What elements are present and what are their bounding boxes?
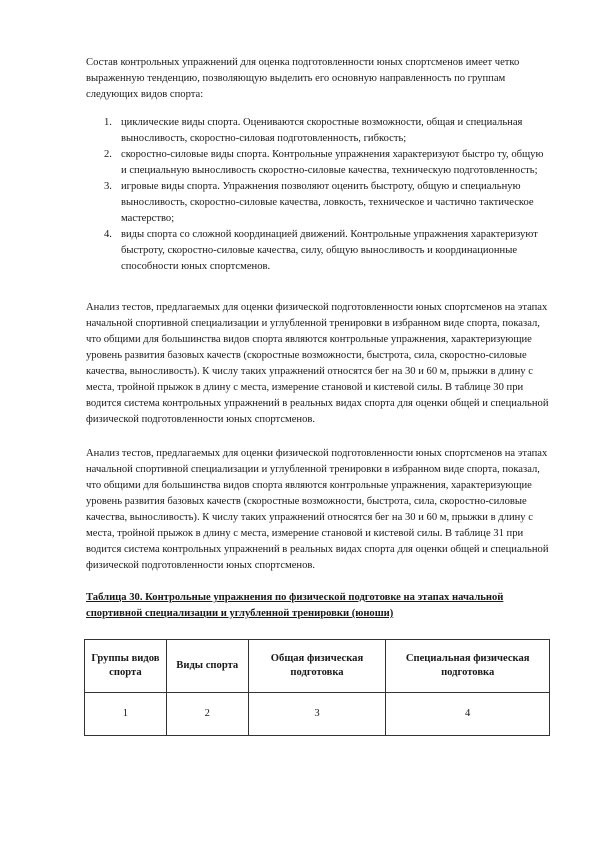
list-item-text: циклические виды спорта. Оцениваются скоростные возможности, общая и специальная выносливость, скоростно-силовая подготовленность, гибкость; [121, 117, 523, 144]
header-general-training: Общая физическая подготовка [248, 640, 386, 693]
list-item-text: игровые виды спорта. Упражнения позволяют оценить быстроту, общую и специальную выносливость, скоростно-силовые качества, ловкость, техническое и частично тактическое мастерство; [121, 181, 534, 224]
list-item-text: виды спорта со сложной координацией движений. Контрольные упражнения характеризуют быстроту, скоростно-силовые качества, силу, общую выносливость и координационные способности юных спортсменов. [121, 229, 538, 272]
table-caption: Таблица 30. Контрольные упражнения по физической подготовке на этапах начальной спортивной специализации и углубленной тренировки (юноши) [86, 592, 504, 619]
table-cell: 3 [248, 693, 386, 736]
list-item [104, 147, 550, 179]
list-item [104, 227, 550, 275]
list-item-number: 2. [104, 149, 112, 160]
list-item [104, 115, 550, 147]
list-item-number: 3. [104, 181, 112, 192]
table-cell: 4 [386, 693, 550, 736]
list-item-number: 4. [104, 229, 112, 240]
table-cell: 2 [166, 693, 248, 736]
intro-paragraph: Состав контрольных упражнений для оценка подготовленности юных спортсменов имеет четко выраженную тенденцию, позволяющую выделить его основную направленность по группам следующих видов спорта: [86, 57, 520, 100]
table-cell: 1 [85, 693, 167, 736]
table-header-row [85, 640, 550, 693]
sport-groups-list [104, 115, 550, 275]
list-item [104, 179, 550, 227]
list-item-number: 1. [104, 117, 112, 128]
analysis-paragraph-table-30: Анализ тестов, предлагаемых для оценки физической подготовленности юных спортсменов на этапах начальной спортивной специализации и углубленной тренировки в избранном виде спорта, показал, что общими для большинства видов спорта являются контрольные упражнения, характеризующие уровень развития базовых качеств (скоростные возможности, быстрота, сила, скоростно-силовые качества, выносливость). К числу таких упражнений относятся бег на 30 и 60 м, прыжки в длину с места, тройной прыжок в длину с места, измерение становой и кистевой силы. В таблице 30 при водится система контрольных упражнений в реальных видах спорта для оценки общей и специальной физической подготовленности юных спортсменов. [86, 302, 549, 425]
analysis-paragraph-table-31: Анализ тестов, предлагаемых для оценки физической подготовленности юных спортсменов на этапах начальной спортивной специализации и углубленной тренировки в избранном виде спорта, показал, что общими для большинства видов спорта являются контрольные упражнения, характеризующие уровень развития базовых качеств (скоростные возможности, быстрота, сила, скоростно-силовые качества, выносливость). К числу таких упражнений относятся бег на 30 и 60 м, прыжки в длину с места, тройной прыжок в длину с места, измерение становой и кистевой силы. В таблице 31 при водится система контрольных упражнений в реальных видах спорта для оценки общей и специальной физической подготовленности юных спортсменов. [86, 448, 549, 571]
control-exercises-table [84, 639, 550, 736]
header-sport-groups: Группы видов спорта [85, 640, 167, 693]
header-sports: Виды спорта [166, 640, 248, 693]
list-item-text: скоростно-силовые виды спорта. Контрольные упражнения характеризуют быстро ту, общую и специальную выносливость скоростно-силовые качества, техническую подготовленность; [121, 149, 544, 176]
table-row [85, 693, 550, 736]
header-special-training: Специальная физическая подготовка [386, 640, 550, 693]
